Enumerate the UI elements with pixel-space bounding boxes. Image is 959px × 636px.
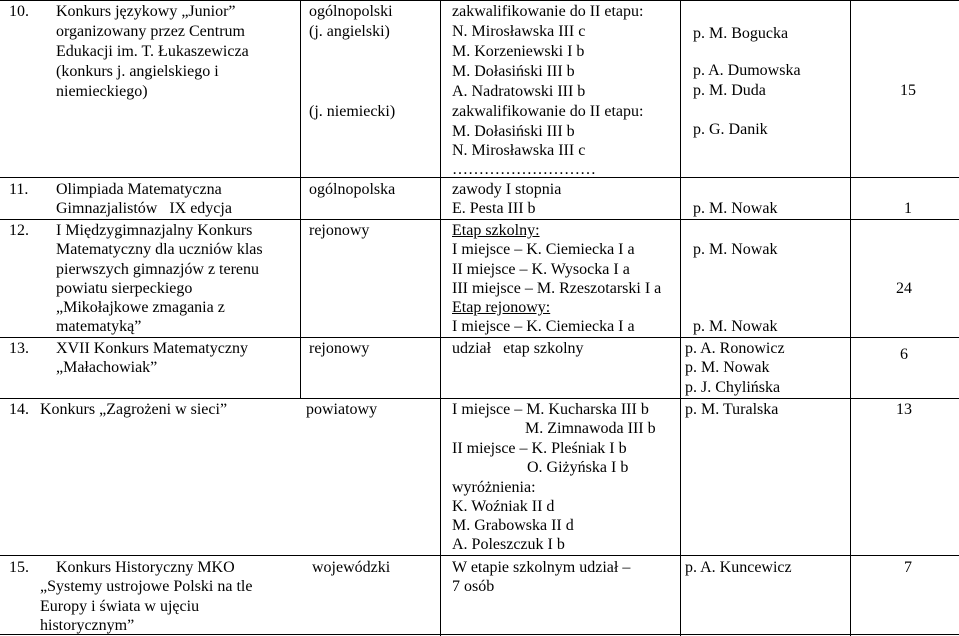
result-line: I miejsce – K. Ciemiecka I a [452, 241, 635, 258]
competition-level: rejonowy [309, 340, 370, 357]
participant-count: 1 [904, 200, 912, 217]
teacher-name: p. J. Chylińska [685, 379, 781, 396]
result-line: M. Dołasiński III b [452, 63, 575, 80]
result-line: II miejsce – K. Wysocka I a [452, 261, 630, 278]
participant-count: 6 [900, 346, 908, 363]
teacher-name: p. A. Ronowicz [685, 340, 785, 357]
result-line: ……………………… [452, 161, 596, 178]
competition-name-line: niemieckiego) [56, 83, 148, 100]
column-divider-1 [300, 0, 301, 399]
result-line: zakwalifikowanie do II etapu: [452, 103, 644, 120]
row-number: 10. [9, 3, 29, 20]
competition-name-line: Konkurs Historyczny MKO [56, 559, 235, 576]
teacher-name: p. M. Nowak [685, 359, 770, 376]
row-number: 14. [9, 401, 29, 418]
competition-name-line: Gimnazjalistów IX edycja [56, 200, 232, 217]
teacher-name: p. M. Nowak [693, 241, 778, 258]
result-line: M. Korzeniewski I b [452, 43, 585, 60]
competition-name-line: (konkurs j. angielskiego i [56, 63, 219, 80]
competition-name-line: historycznym” [40, 617, 135, 634]
competition-name-line: „Mikołajkowe zmagania z [56, 299, 225, 316]
competition-name-line: „Małachowiak” [56, 359, 158, 376]
result-line: A. Poleszczuk I b [452, 536, 565, 553]
teacher-name: p. G. Danik [693, 121, 768, 138]
result-line: Etap rejonowy: [452, 299, 551, 316]
result-line: zawody I stopnia [452, 181, 562, 198]
competition-name-line: Konkurs językowy „Junior” [56, 3, 236, 20]
teacher-name: p. M. Nowak [693, 200, 778, 217]
participant-count: 24 [896, 280, 912, 297]
participant-count: 15 [900, 82, 916, 99]
competition-name-line: Edukacji im. T. Łukaszewicza [56, 43, 249, 60]
competition-name-line: powiatu sierpeckiego [56, 280, 193, 297]
result-line: E. Pesta III b [452, 200, 536, 217]
competition-name-line: „Systemy ustrojowe Polski na tle [40, 578, 253, 595]
result-line: W etapie szkolnym udział – [452, 559, 631, 576]
result-line: A. Nadratowski III b [452, 83, 586, 100]
competition-name-line: Olimpiada Matematyczna [56, 181, 222, 198]
result-line: udział etap szkolny [452, 340, 584, 357]
competition-level: ogólnopolski [309, 3, 393, 20]
teacher-name: p. A. Kuncewicz [685, 559, 792, 576]
result-line: M. Zimnawoda III b [525, 420, 656, 437]
competition-name-line: Konkurs „Zagrożeni w sieci” [40, 401, 228, 418]
row-number: 11. [9, 181, 29, 198]
row-number: 12. [9, 222, 29, 239]
result-line: zakwalifikowanie do II etapu: [452, 3, 644, 20]
competition-name-line: pierwszych gimnazjów z terenu [56, 261, 260, 278]
row-divider-12 [0, 219, 959, 220]
participant-count: 7 [904, 559, 912, 576]
column-divider-4 [850, 0, 851, 636]
column-divider-2 [440, 0, 441, 636]
result-line: 7 osób [452, 578, 495, 595]
result-line: I miejsce – M. Kucharska III b [452, 401, 649, 418]
result-line: M. Grabowska II d [452, 517, 574, 534]
table-border-top [0, 0, 959, 1]
participant-count: 13 [896, 401, 912, 418]
result-line: wyróżnienia: [452, 479, 536, 496]
row-divider-14 [0, 398, 959, 399]
competition-level: rejonowy [309, 222, 370, 239]
competition-name-line: matematyką” [56, 318, 142, 335]
result-line: M. Dołasiński III b [452, 123, 575, 140]
row-number: 13. [9, 340, 29, 357]
result-line: I miejsce – K. Ciemiecka I a [452, 318, 635, 335]
column-divider-3 [680, 0, 681, 636]
competition-level: ogólnopolska [309, 181, 396, 198]
competition-name-line: Matematyczny dla uczniów klas [56, 241, 263, 258]
result-line: N. Mirosławska III c [452, 23, 586, 40]
table-border-bottom [0, 634, 959, 635]
row-divider-15 [0, 555, 959, 556]
result-line: K. Woźniak II d [452, 498, 555, 515]
result-line: Etap szkolny: [452, 222, 540, 239]
row-number: 15. [9, 559, 29, 576]
competition-level: powiatowy [306, 401, 378, 418]
competition-level: wojewódzki [312, 559, 391, 576]
competition-name-line: I Międzygimnazjalny Konkurs [56, 222, 253, 239]
result-line: II miejsce – K. Pleśniak I b [452, 440, 627, 457]
competition-name-line: organizowany przez Centrum [56, 23, 245, 40]
competition-level: (j. angielski) [309, 23, 390, 40]
teacher-name: p. M. Nowak [693, 318, 778, 335]
competition-level: (j. niemiecki) [309, 103, 396, 120]
teacher-name: p. A. Dumowska [693, 62, 801, 79]
result-line: III miejsce – M. Rzeszotarski I a [452, 280, 662, 297]
competition-name-line: Europy i świata w ujęciu [40, 598, 200, 615]
row-divider-13 [0, 337, 959, 338]
teacher-name: p. M. Duda [693, 82, 766, 99]
competition-name-line: XVII Konkurs Matematyczny [56, 340, 248, 357]
teacher-name: p. M. Turalska [685, 401, 779, 418]
result-line: O. Giżyńska I b [527, 459, 629, 476]
teacher-name: p. M. Bogucka [693, 25, 789, 42]
result-line: N. Mirosławska III c [452, 142, 586, 159]
